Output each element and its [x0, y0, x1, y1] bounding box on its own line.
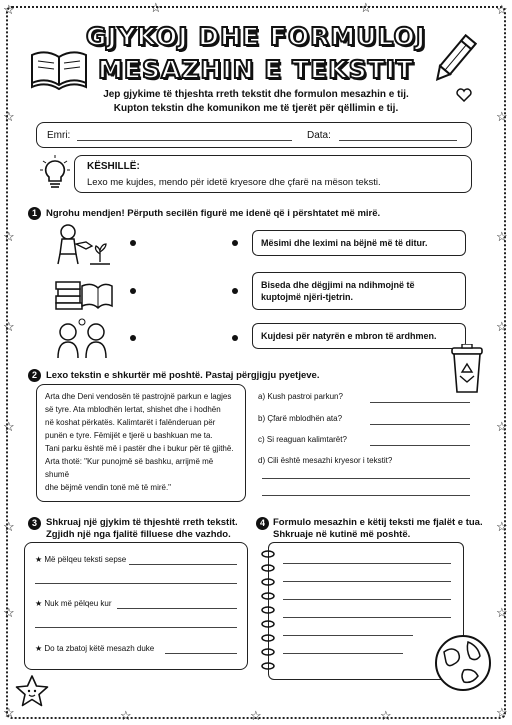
section-3-heading-2: Zgjidh një nga fjalitë filluese dhe vazhdo.	[46, 529, 231, 540]
section-4-heading-2: Shkruaje në kutinë më poshtë.	[273, 529, 411, 540]
tip-text: Lexo me kujdes, mendo për idetë kryesore dhe çfarë na mëson teksti.	[87, 177, 381, 188]
subtitle-line-2: Kupton tekstin dhe komunikon me të tjerët për qëllimin e tij.	[113, 103, 399, 114]
star-icon: ☆	[3, 2, 15, 17]
star-icon: ☆	[496, 229, 508, 244]
answer-line-d1[interactable]	[262, 478, 470, 479]
star-icon: ☆	[360, 0, 372, 15]
section-2-heading: Lexo tekstin e shkurtër më poshtë. Pastaj përgjigju pyetjeve.	[46, 370, 320, 381]
answer-line-b[interactable]	[370, 424, 470, 425]
section-1-number: 1	[28, 207, 41, 220]
subtitle-line-1: Jep gjykime të thjeshta rreth tekstit dhe formulon mesazhin e tij.	[103, 89, 409, 100]
notebook-line	[283, 635, 413, 636]
question-d: d) Cili është mesazhi kryesor i tekstit?	[258, 456, 393, 465]
section-2-number: 2	[28, 369, 41, 382]
question-a: a) Kush pastroi parkun?	[258, 392, 343, 401]
question-b: b) Çfarë mblodhën ata?	[258, 414, 343, 423]
globe-icon	[432, 632, 494, 694]
prompt-apply-line[interactable]	[165, 653, 237, 654]
notebook-line	[283, 563, 451, 564]
story-line: punën e tyre. Fëmijët e tjerë u bashkuan me ta.	[45, 431, 213, 440]
story-line: dhe bëjmë vendin tonë më të mirë."	[45, 483, 172, 492]
prompt-disliked-line[interactable]	[117, 608, 237, 609]
judgment-box	[24, 542, 248, 670]
star-icon: ☆	[496, 605, 508, 620]
section-3-heading-1: Shkruaj një gjykim të thjeshtë rreth tekstit.	[46, 517, 238, 528]
notebook-line	[283, 653, 403, 654]
tip-title: KËSHILLË:	[87, 161, 140, 172]
notebook-rings-icon	[260, 548, 276, 678]
recycle-bin-icon	[446, 344, 488, 394]
match-right-dot-3[interactable]	[232, 335, 238, 341]
section-4-number: 4	[256, 517, 269, 530]
prompt-liked-line[interactable]	[129, 564, 237, 565]
star-icon: ☆	[3, 705, 15, 720]
star-icon: ☆	[3, 519, 15, 534]
match-answer-3: Kujdesi për natyrën e mbron të ardhmen.	[252, 323, 466, 349]
story-box	[36, 384, 246, 502]
story-line: Arta dhe Deni vendosën të pastrojnë parkun e lagjes	[45, 392, 232, 401]
name-label: Emri:	[47, 130, 71, 141]
section-4-heading-1: Formulo mesazhin e këtij teksti me fjalët e tua.	[273, 517, 483, 528]
title-line-2: MESAZHIN E TEKSTIT	[98, 55, 414, 84]
star-icon: ☆	[496, 419, 508, 434]
section-3-number: 3	[28, 517, 41, 530]
star-icon: ☆	[380, 708, 392, 723]
story-line: Arta thotë: "Kur punojmë së bashku, arrijmë më shumë	[45, 457, 214, 479]
smiling-star-icon	[14, 674, 50, 708]
star-icon: ☆	[150, 0, 162, 15]
name-date-box	[36, 122, 472, 148]
star-icon: ☆	[496, 519, 508, 534]
story-line: së tyre. Ata mblodhën lertat, shishet dhe i hodhën	[45, 405, 221, 414]
books-icon	[52, 272, 114, 312]
prompt-liked-line-2[interactable]	[35, 583, 237, 584]
star-icon: ☆	[3, 109, 15, 124]
answer-line-d2[interactable]	[262, 495, 470, 496]
question-c: c) Si reaguan kalimtarët?	[258, 435, 347, 444]
star-icon: ☆	[250, 708, 262, 723]
match-right-dot-2[interactable]	[232, 288, 238, 294]
match-answer-1: Mësimi dhe leximi na bëjnë më të ditur.	[252, 230, 466, 256]
child-planting-icon	[52, 222, 114, 266]
notebook-line	[283, 617, 451, 618]
tip-box	[74, 155, 472, 193]
notebook-line	[283, 599, 451, 600]
match-left-dot-2[interactable]	[130, 288, 136, 294]
star-icon: ☆	[496, 705, 508, 720]
prompt-liked: ★ Më pëlqeu teksti sepse	[35, 555, 127, 564]
match-left-dot-1[interactable]	[130, 240, 136, 246]
story-line: në koshat përkatës. Kalimtarët i falënderuan për	[45, 418, 216, 427]
notebook-line	[283, 581, 451, 582]
answer-line-c[interactable]	[370, 445, 470, 446]
star-icon: ☆	[3, 229, 15, 244]
answer-line-a[interactable]	[370, 402, 470, 403]
star-icon: ☆	[496, 319, 508, 334]
name-field[interactable]	[77, 140, 292, 141]
title-line-1: GJYKOJ DHE FORMULOJ	[85, 22, 427, 51]
star-icon: ☆	[120, 708, 132, 723]
section-1-heading: Ngrohu mendjen! Përputh secilën figurë me idenë që i përshtatet më mirë.	[46, 208, 381, 219]
children-talking-icon	[52, 318, 114, 358]
star-icon: ☆	[3, 319, 15, 334]
lightbulb-icon	[40, 155, 70, 191]
star-icon: ☆	[3, 419, 15, 434]
prompt-disliked-line-2[interactable]	[35, 627, 237, 628]
prompt-disliked: ★ Nuk më pëlqeu kur	[35, 599, 112, 608]
story-line: Tani parku është më i pastër dhe i bukur për të gjithë.	[45, 444, 234, 453]
star-icon: ☆	[3, 605, 15, 620]
date-field[interactable]	[339, 140, 457, 141]
match-answer-2: Biseda dhe dëgjimi na ndihmojnë të kuptojmë njëri-tjetrin.	[252, 272, 466, 310]
star-icon: ☆	[496, 2, 508, 17]
star-icon: ☆	[496, 109, 508, 124]
prompt-apply: ★ Do ta zbatoj këtë mesazh duke	[35, 644, 155, 653]
match-right-dot-1[interactable]	[232, 240, 238, 246]
match-left-dot-3[interactable]	[130, 335, 136, 341]
date-label: Data:	[307, 130, 331, 141]
